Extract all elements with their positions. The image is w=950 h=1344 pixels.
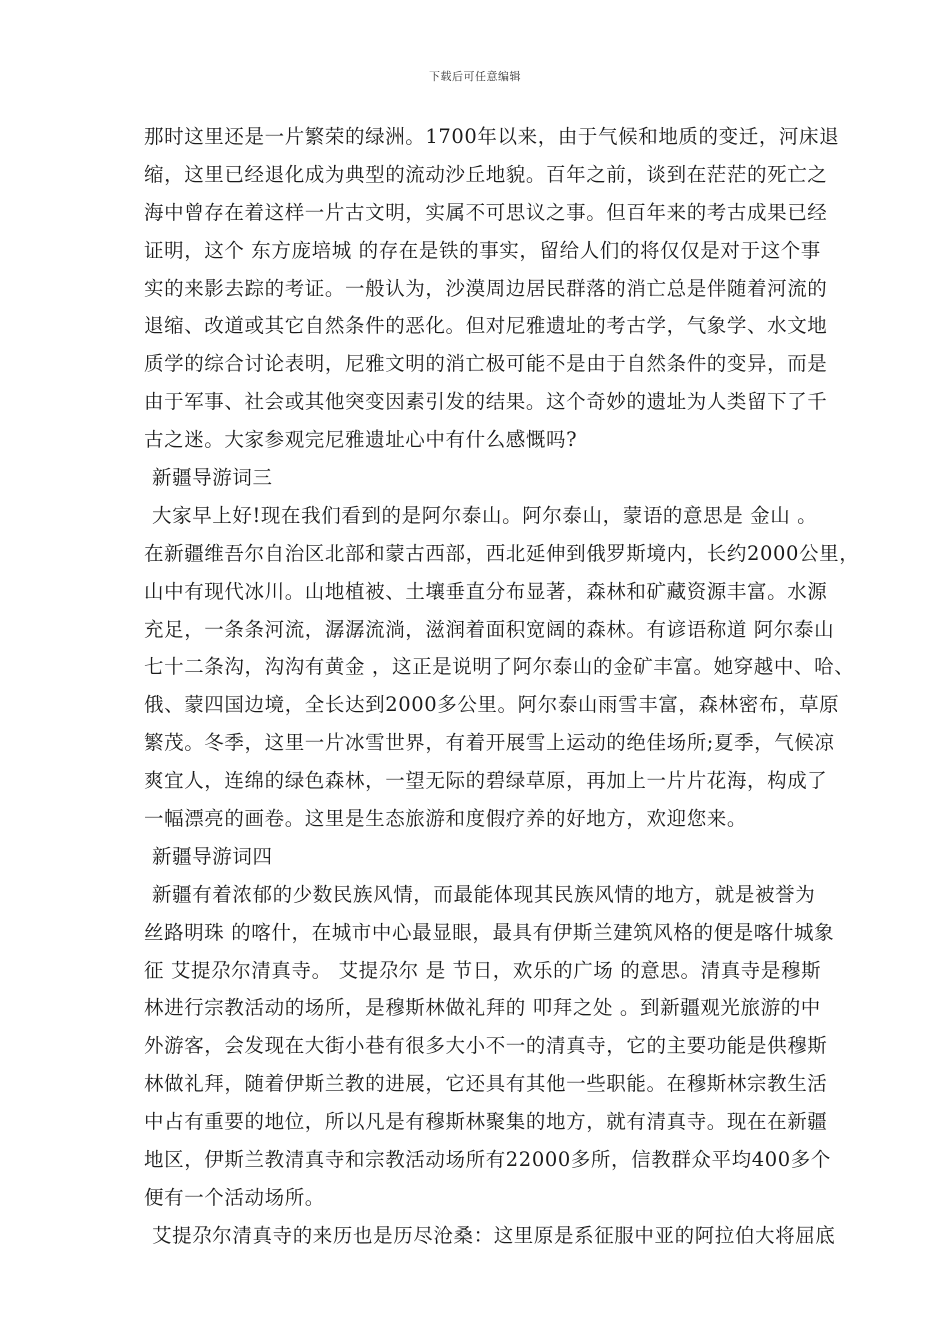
text-line: 新疆有着浓郁的少数民族风情，而最能体现其民族风情的地方，就是被誉为	[152, 882, 816, 906]
text-line: 充足，一条条河流，潺潺流淌，滋润着面积宽阔的森林。有谚语称道 阿尔泰山	[144, 617, 835, 641]
text-line: 退缩、改道或其它自然条件的恶化。但对尼雅遗址的考古学，气象学、水文地	[144, 314, 828, 338]
text-line: 缩，这里已经退化成为典型的流动沙丘地貌。百年之前，谈到在茫茫的死亡之	[144, 162, 828, 186]
text-line: 一幅漂亮的画卷。这里是生态旅游和度假疗养的好地方，欢迎您来。	[144, 807, 748, 831]
text-line: 俄、蒙四国边境，全长达到2000多公里。阿尔泰山雨雪丰富，森林密布，草原	[144, 693, 840, 717]
text-line: 便有一个活动场所。	[144, 1185, 325, 1209]
text-line: 中占有重要的地位，所以凡是有穆斯林聚集的地方，就有清真寺。现在在新疆	[144, 1110, 828, 1134]
text-line: 地区，伊斯兰教清真寺和宗教活动场所有22000多所，信教群众平均400多个	[144, 1148, 831, 1172]
text-line: 实的来影去踪的考证。一般认为，沙漠周边居民群落的消亡总是伴随着河流的	[144, 276, 828, 300]
text-line: 林进行宗教活动的场所，是穆斯林做礼拜的 叩拜之处 。到新疆观光旅游的中	[144, 996, 821, 1020]
text-line: 丝路明珠 的喀什，在城市中心最显眼，最具有伊斯兰建筑风格的便是喀什城象	[144, 920, 835, 944]
text-line: 证明，这个 东方庞培城 的存在是铁的事实，留给人们的将仅仅是对于这个事	[144, 238, 821, 262]
text-line: 林做礼拜，随着伊斯兰教的进展，它还具有其他一些职能。在穆斯林宗教生活	[144, 1072, 828, 1096]
text-line: 七十二条沟，沟沟有黄金 ，这正是说明了阿尔泰山的金矿丰富。她穿越中、哈、	[144, 655, 855, 679]
text-line: 质学的综合讨论表明，尼雅文明的消亡极可能不是由于自然条件的变异，而是	[144, 352, 828, 376]
text-line: 在新疆维吾尔自治区北部和蒙古西部，西北延伸到俄罗斯境内，长约2000公里，	[144, 541, 860, 565]
text-line: 由于军事、社会或其他突变因素引发的结果。这个奇妙的遗址为人类留下了千	[144, 390, 828, 414]
text-line: 古之迷。大家参观完尼雅遗址心中有什么感慨吗?	[144, 428, 578, 452]
section-heading: 新疆导游词四	[152, 844, 273, 868]
document-body	[144, 118, 860, 1255]
text-line: 海中曾存在着这样一片古文明，实属不可思议之事。但百年来的考古成果已经	[144, 200, 828, 224]
text-line: 繁茂。冬季，这里一片冰雪世界，有着开展雪上运动的绝佳场所;夏季，气候凉	[144, 731, 835, 755]
text-line: 艾提尕尔清真寺的来历也是历尽沧桑：这里原是系征服中亚的阿拉伯大将屈底	[152, 1223, 836, 1247]
page-header: 下载后可任意编辑	[429, 70, 521, 83]
text-line: 外游客，会发现在大街小巷有很多大小不一的清真寺，它的主要功能是供穆斯	[144, 1034, 828, 1058]
text-line: 那时这里还是一片繁荣的绿洲。1700年以来，由于气候和地质的变迁，河床退	[144, 125, 840, 148]
text-line: 大家早上好!现在我们看到的是阿尔泰山。阿尔泰山，蒙语的意思是 金山 。	[152, 503, 818, 527]
text-line: 山中有现代冰川。山地植被、土壤垂直分布显著，森林和矿藏资源丰富。水源	[144, 579, 828, 603]
section-heading: 新疆导游词三	[152, 466, 273, 490]
text-line: 爽宜人，连绵的绿色森林，一望无际的碧绿草原，再加上一片片花海，构成了	[144, 769, 828, 793]
text-line: 征 艾提尕尔清真寺。 艾提尕尔 是 节日，欢乐的广场 的意思。清真寺是穆斯	[144, 958, 822, 982]
